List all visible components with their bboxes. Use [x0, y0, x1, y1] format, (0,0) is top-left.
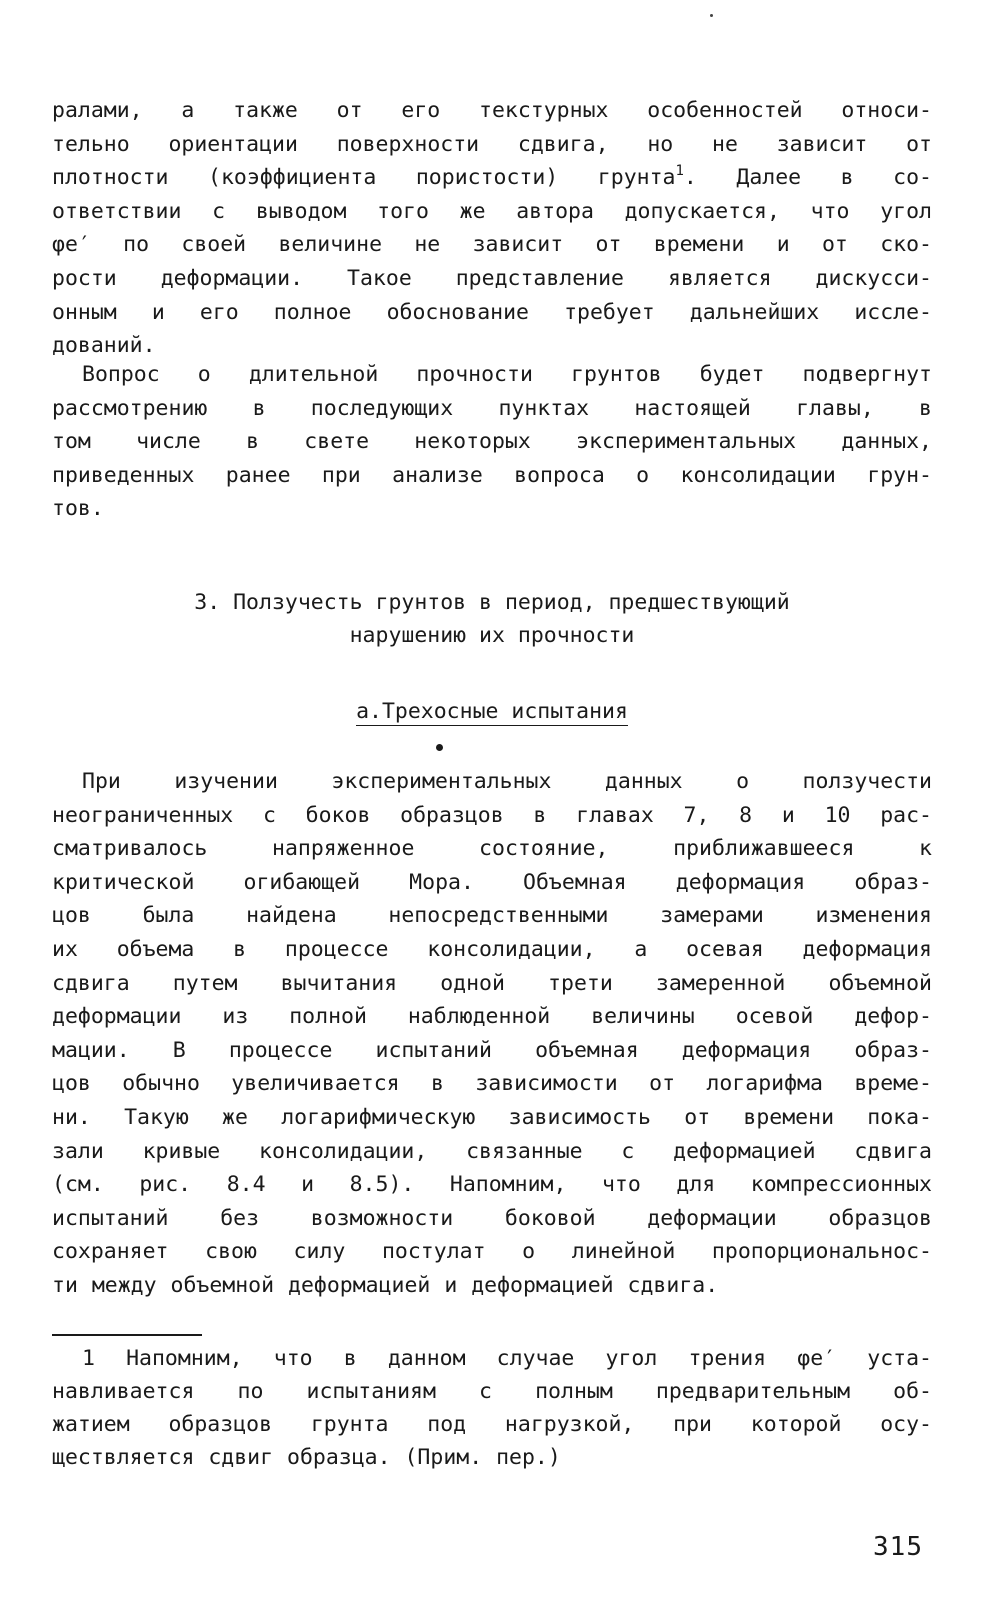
text-line: ни. Такую же логарифмическую зависимость от времени пока- [52, 1104, 932, 1130]
text-line: рассмотрению в последующих пунктах настоящей главы, в [52, 395, 932, 421]
text-fragment: плотности (коэффициента пористости) грунта [52, 165, 676, 191]
text-line: приведенных ранее при анализе вопроса о консолидации грун- [52, 462, 932, 488]
text-line: том числе в свете некоторых экспериментальных данных, [52, 429, 932, 455]
text-line: цов обычно увеличивается в зависимости от логарифма време- [52, 1071, 932, 1097]
text-line: жатием образцов грунта под нагрузкой, при которой осу- [52, 1412, 932, 1437]
text-line: При изучении экспериментальных данных о ползучести [82, 769, 932, 794]
speck [710, 14, 713, 17]
text-line: зали кривые консолидации, связанные с деформацией сдвига [52, 1138, 932, 1164]
section-heading-line: нарушению их прочности [349, 623, 635, 648]
text-line: ответствии с выводом того же автора допускается, что угол [52, 198, 932, 224]
text-line: навливается по испытаниям с полным предварительным об- [52, 1379, 932, 1404]
paragraph-2 [52, 358, 932, 526]
subsection-heading [52, 697, 932, 727]
footnote-reference: 1 [675, 163, 684, 180]
section-heading [52, 586, 932, 652]
text-line: φe′ по своей величине не зависит от времени и от ско- [52, 232, 932, 258]
text-line: тельно ориентации поверхности сдвига, но не зависит от [52, 131, 932, 157]
text-line: (см. рис. 8.4 и 8.5). Напомним, что для компрессионных [52, 1172, 932, 1198]
paragraph-1 [52, 94, 932, 363]
text-line: деформации из полной наблюденной величины осевой дефор- [52, 1004, 932, 1030]
text-line: их объема в процессе консолидации, а осевая деформация [52, 936, 932, 962]
text-line: цов была найдена непосредственными замерами изменения [52, 903, 932, 929]
text-line: Вопрос о длительной прочности грунтов будет подвергнут [82, 362, 932, 387]
text-line: дований. [52, 333, 156, 359]
section-heading-line: 3. Ползучесть грунтов в период, предшествующий [194, 590, 790, 615]
ink-dot [436, 744, 443, 751]
text-line: сматривалось напряженное состояние, приближавшееся к [52, 836, 932, 862]
text-line: ти между объемной деформацией и деформацией сдвига. [52, 1272, 719, 1298]
text-line: мации. В процессе испытаний объемная деформация образ- [52, 1037, 932, 1063]
text-line: ралами, а также от его текстурных особенностей относи- [52, 98, 932, 123]
footnote [52, 1342, 932, 1474]
text-line: сохраняет свою силу постулат о линейной пропорциональнос- [52, 1239, 932, 1265]
text-line: сдвига путем вычитания одной трети замеренной объемной [52, 970, 932, 996]
text-line: рости деформации. Такое представление является дискусси- [52, 265, 932, 291]
text-line: онным и его полное обоснование требует дальнейших иссле- [52, 299, 932, 325]
text-line: тов. [52, 496, 104, 522]
page-number: 315 [873, 1532, 923, 1562]
text-fragment: . Далее в со- [683, 165, 932, 191]
text-line: испытаний без возможности боковой деформации образцов [52, 1205, 932, 1231]
text-line: критической огибающей Мора. Объемная деформация образ- [52, 869, 932, 895]
paragraph-3 [52, 765, 932, 1303]
text-line [52, 161, 932, 195]
subsection-heading-text: а.Трехосные испытания [356, 699, 628, 724]
footnote-separator [52, 1334, 202, 1336]
text-line: 1 Напомним, что в данном случае угол трения φe′ уста- [82, 1346, 932, 1371]
text-line: ществляется сдвиг образца. (Прим. пер.) [52, 1445, 561, 1470]
text-line: неограниченных с боков образцов в главах 7, 8 и 10 рас- [52, 802, 932, 828]
